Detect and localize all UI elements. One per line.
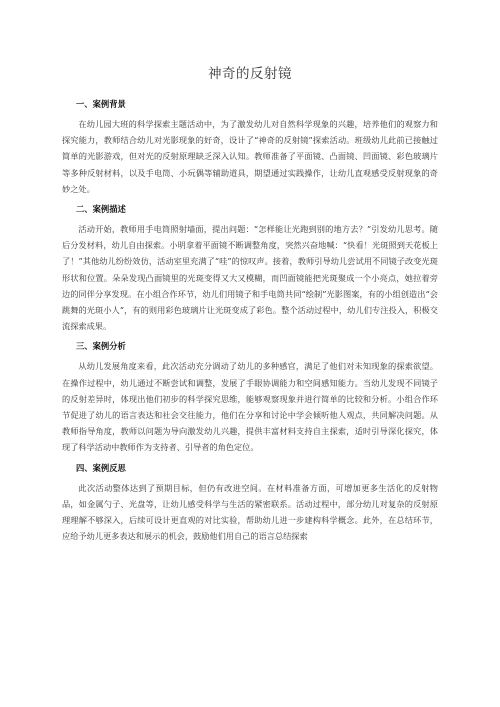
- section-analysis: [62, 340, 438, 455]
- section-description: [62, 203, 438, 334]
- section-heading: 四、案例反思: [76, 462, 126, 473]
- section-heading: 二、案例描述: [76, 204, 126, 215]
- section-paragraph: 从幼儿发展角度来看，此次活动充分调动了幼儿的多种感官，满足了他们对未知现象的探索欲望。在操作过程中，幼儿通过不断尝试和调整，发展了手眼协调能力和空间感知能力。当幼儿发现不同镜子的反射差异时，体现出他们初步的科学探究思维，能够观察现象并进行简单的比较和分析。小组合作环节促进了幼儿的语言表达和社会交往能力，他们在分享和讨论中学会倾听他人观点，共同解决问题。从教师指导角度，教师以问题为导向激发幼儿兴趣，提供丰富材料支持自主探索，适时引导深化探究，体现了科学活动中教师作为支持者、引导者的角色定位。: [62, 361, 438, 453]
- section-paragraph: 活动开始，教师用手电筒照射墙面，提出问题：“怎样能让光跑到别的地方去？”引发幼儿思考。随后分发材料，幼儿自由探索。小明拿着平面镜不断调整角度，突然兴奋地喊：“快看！光斑照到天花板上了！”其他幼儿纷纷效仿，活动室里充满了“哇”的惊叹声。接着，教师引导幼儿尝试用不同镜子改变光斑形状和位置。朵朵发现凸面镜里的光斑变得又大又模糊，而凹面镜能把光斑聚成一个小亮点，她拉着旁边的同伴分享发现。在小组合作环节，幼儿们用镜子和手电筒共同“绘制”光影图案，有的小组创造出“会跳舞的光斑小人”，有的则用彩色玻璃片让光斑变成了彩色。整个活动过程中，幼儿们专注投入，积极交流探索成果。: [62, 224, 438, 332]
- section-heading: 三、案例分析: [76, 341, 126, 352]
- section-paragraph: 此次活动整体达到了预期目标，但仍有改进空间。在材料准备方面，可增加更多生活化的反射物品，如金属勺子、光盘等，让幼儿感受科学与生活的紧密联系。活动过程中，部分幼儿对复杂的反射原理理解不够深入，后续可设计更直观的对比实验，帮助幼儿进一步建构科学概念。此外，在总结环节，应给予幼儿更多表达和展示的机会，鼓励他们用自己的语言总结探索: [62, 482, 438, 542]
- document-title: 神奇的反射镜: [208, 66, 292, 82]
- section-reflection: [62, 462, 438, 545]
- section-heading: 一、案例背景: [76, 99, 126, 109]
- section-background: [62, 98, 438, 197]
- section-paragraph: 在幼儿园大班的科学探索主题活动中，为了激发幼儿对自然科学现象的兴趣，培养他们的观察力和探究能力，教师结合幼儿对光影现象的好奇，设计了“神奇的反射镜”探索活动。班级幼儿此前已接触过简单的光影游戏，但对光的反射原理缺乏深入认知。教师准备了平面镜、凸面镜、凹面镜、彩色玻璃片等多种反射材料，以及手电筒、小玩偶等辅助道具，期望通过实践操作，让幼儿直观感受反射现象的奇妙之处。: [62, 119, 438, 194]
